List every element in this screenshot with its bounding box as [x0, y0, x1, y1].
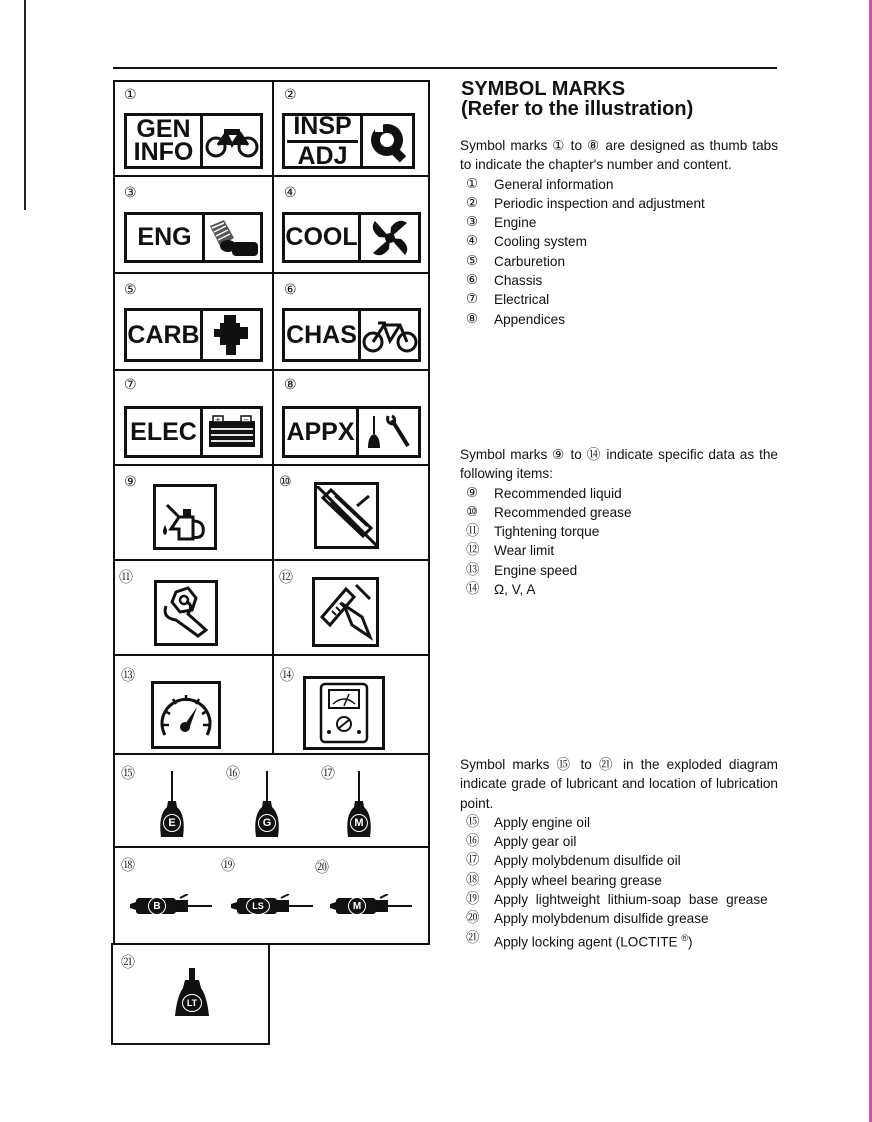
page-binding-line [24, 0, 26, 210]
torque-wrench-icon [158, 584, 214, 642]
symbol-number: ③ [124, 185, 137, 201]
symbol-cell-18-20 [113, 846, 430, 945]
thumb-tab-insp-adj [282, 113, 415, 169]
thumb-tab-eng [124, 212, 263, 263]
symbol-number: ⑭ [280, 668, 294, 684]
tab-label: ENG [127, 215, 205, 260]
wheel-bearing-grease-gun [130, 894, 212, 918]
list-item: ⑤ Carburetion [466, 253, 566, 269]
tab-label: APPX [285, 409, 359, 455]
recommended-grease-symbol [314, 482, 379, 549]
thumb-tab-chas [282, 308, 421, 362]
list-chapter-marks [460, 175, 778, 329]
symbol-cell-8 [272, 369, 430, 466]
symbol-cell-6 [272, 272, 430, 371]
list-item: ② Periodic inspection and adjustment [466, 195, 705, 211]
symbol-number: ⑩ [279, 474, 292, 490]
battery-icon [207, 415, 257, 449]
symbol-cell-4 [272, 175, 430, 274]
list-item: ⑭ Ω, V, A [466, 582, 536, 598]
symbol-cell-1 [113, 80, 274, 177]
chassis-icon [362, 317, 418, 353]
list-item: ⑦ Electrical [466, 292, 550, 308]
oil-can-icon [157, 489, 213, 545]
locking-agent-bottle [173, 968, 211, 1016]
symbol-number: ⑨ [124, 474, 137, 490]
header-rule [113, 67, 777, 69]
grease-gun-icon [130, 894, 212, 918]
oil-grade-letter: G [258, 814, 276, 832]
symbol-number: ⑯ [226, 766, 240, 782]
symbol-cell-2 [272, 80, 430, 177]
gear-oil-can [252, 771, 282, 837]
molybdenum-grease-gun [330, 894, 412, 918]
symbol-number: ② [284, 87, 297, 103]
list-item: ⑨ Recommended liquid [466, 485, 622, 501]
molybdenum-oil-can [344, 771, 374, 837]
symbol-number: ㉑ [121, 955, 135, 971]
intro-paragraph-3: Symbol marks ⑮ to ㉑ in the exploded diagram indicate grade of lubricant and location of lubrication point. [460, 757, 778, 811]
tightening-torque-symbol [154, 580, 218, 646]
section-title-line1: SYMBOL MARKS [461, 78, 626, 100]
list-data-marks [460, 484, 778, 600]
symbol-number: ⑫ [279, 570, 293, 586]
tab-label: CARB [127, 311, 203, 359]
tab-label-line1: GEN [136, 115, 191, 143]
symbol-number: ⑦ [124, 377, 137, 393]
grease-gun-icon [330, 894, 412, 918]
tab-label: ELEC [127, 409, 203, 455]
tab-label-line1: INSP [287, 115, 357, 143]
svg-text:−: − [242, 416, 249, 424]
list-item: ⑯ Apply gear oil [466, 834, 577, 850]
list-item: ⑲ Apply lightweight lithium-soap base grease [466, 892, 768, 908]
symbol-cell-15-17 [113, 753, 430, 848]
symbol-number: ⑬ [121, 668, 135, 684]
list-item: ⑧ Appendices [466, 311, 566, 327]
symbol-number: ⑪ [119, 570, 133, 586]
grease-grade-letter: LS [246, 897, 270, 915]
wear-limit-symbol [312, 577, 379, 647]
section-title [461, 79, 693, 119]
tachometer-icon [155, 685, 217, 745]
intro-paragraph-2: Symbol marks ⑨ to ⑭ indicate specific data as the following items: [460, 447, 778, 482]
thumb-tab-cool [282, 212, 421, 263]
list-item: ⑥ Chassis [466, 273, 543, 289]
list-item: ⑫ Wear limit [466, 543, 555, 559]
tab-label-line2: ADJ [297, 141, 348, 170]
tools-icon [362, 412, 416, 452]
symbol-cell-10 [272, 464, 430, 561]
symbol-number: ⑲ [221, 858, 235, 874]
symbol-cell-9 [113, 464, 274, 561]
recommended-liquid-symbol [153, 484, 217, 550]
text-block-3 [460, 755, 778, 952]
thumb-tab-appx [282, 406, 421, 458]
grease-gun-icon [317, 486, 377, 546]
list-item: ③ Engine [466, 215, 537, 231]
symbol-cell-12 [272, 559, 430, 656]
symbol-number: ⑱ [121, 858, 135, 874]
symbol-cell-3 [113, 175, 274, 274]
multimeter-symbol [303, 676, 385, 750]
grease-grade-letter: M [348, 897, 366, 915]
list-item: ⑪ Tightening torque [466, 524, 600, 540]
carburetor-icon [212, 313, 252, 357]
motorcycle-icon [204, 123, 260, 159]
symbol-number: ④ [284, 185, 297, 201]
symbol-cell-5 [113, 272, 274, 371]
svg-text:+: + [214, 416, 221, 424]
tab-label-line2: INFO [133, 138, 194, 166]
list-item: ㉑ Apply locking agent (LOCTITE ®) [466, 930, 693, 950]
grease-gun-icon [231, 894, 313, 918]
thumb-tab-gen-info [124, 113, 263, 169]
registered-mark: ® [681, 932, 689, 943]
engine-icon [206, 218, 260, 258]
symbol-number: ⑤ [124, 282, 137, 298]
symbol-number: ① [124, 87, 137, 103]
lithium-soap-grease-gun [231, 894, 313, 918]
symbol-cell-21 [111, 943, 270, 1045]
thumb-tab-elec [124, 406, 263, 458]
symbol-cell-13 [113, 654, 274, 755]
text-block-2 [460, 445, 778, 599]
symbol-number: ⑮ [121, 766, 135, 782]
list-item: ⑱ Apply wheel bearing grease [466, 872, 662, 888]
fan-icon [367, 215, 413, 261]
symbol-cell-14 [272, 654, 430, 755]
symbol-number: ⑰ [321, 766, 335, 782]
tab-label: COOL [285, 215, 361, 260]
list-item: ① General information [466, 176, 614, 192]
tab-label: CHAS [285, 311, 361, 359]
symbol-number: ⑥ [284, 282, 297, 298]
engine-speed-symbol [151, 681, 221, 749]
symbol-number: ⑳ [315, 860, 329, 876]
list-item: ⑰ Apply molybdenum disulfide oil [466, 853, 681, 869]
symbol-cell-7 [113, 369, 274, 466]
thumb-tab-carb [124, 308, 263, 362]
wrench-icon [365, 118, 411, 164]
list-item: ⑩ Recommended grease [466, 504, 632, 520]
oil-grade-letter: E [163, 814, 181, 832]
list-item: ⑳ Apply molybdenum disulfide grease [466, 911, 709, 927]
section-title-line2: (Refer to the illustration) [461, 98, 694, 120]
grease-grade-letter: B [148, 897, 166, 915]
engine-oil-can [157, 771, 187, 837]
symbol-cell-11 [113, 559, 274, 656]
oil-grade-letter: M [350, 814, 368, 832]
symbol-number: ⑧ [284, 377, 297, 393]
list-item: ④ Cooling system [466, 234, 587, 250]
list-lubricant-marks [460, 813, 778, 952]
text-block-1 [460, 136, 778, 329]
caliper-icon [316, 581, 376, 643]
locking-agent-letter: LT [182, 994, 202, 1012]
list-item: ⑮ Apply engine oil [466, 814, 590, 830]
intro-paragraph-1: Symbol marks ① to ⑧ are designed as thumb tabs to indicate the chapter's number and content. [460, 138, 778, 173]
multimeter-icon [319, 682, 369, 744]
list-item: ⑬ Engine speed [466, 562, 578, 578]
